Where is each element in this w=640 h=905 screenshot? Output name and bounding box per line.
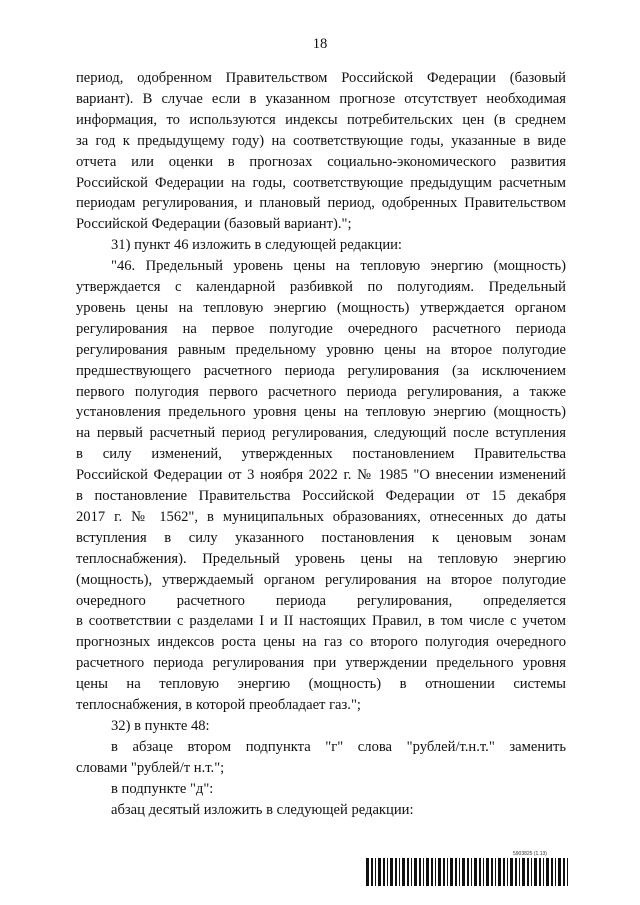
text-line: регулирования равным предельному уровню цены на второе полугодие: [76, 341, 566, 358]
text-line: теплоснабжения). Предельный уровень цены на тепловую энергию: [76, 550, 566, 567]
barcode: [366, 851, 570, 887]
text-line: вариант). В случае если в указанном прогнозе отсутствует необходимая: [76, 90, 566, 107]
text-line: 2017 г. № 1562", в муниципальных образованиях, отнесенных до даты: [76, 508, 566, 525]
barcode-icon: [366, 858, 570, 886]
page-number: 18: [312, 36, 328, 52]
text-line: "46. Предельный уровень цены на тепловую энергию (мощность): [111, 258, 566, 275]
text-line: Российской Федерации на годы, соответствующие предыдущим расчетным: [76, 174, 566, 191]
text-line: прогнозных индексов роста цены на газ со второго полугодия очередного: [76, 634, 566, 651]
text-line: в постановление Правительства Российской Федерации от 15 декабря: [76, 488, 566, 504]
text-line: 31) пункт 46 изложить в следующей редакции:: [111, 237, 402, 254]
text-line: абзац десятый изложить в следующей редакции:: [111, 801, 414, 818]
barcode-caption: 5903825 (1.13): [513, 851, 547, 857]
text-line: отчета или оценки в прогнозах социально-экономического развития: [76, 153, 566, 170]
text-line: теплоснабжения, в которой преобладает газ.";: [76, 697, 361, 713]
text-line: период, одобренном Правительством Российской Федерации (базовый: [76, 70, 566, 86]
text-line: первого полугодия первого расчетного периода регулирования, а также: [76, 383, 566, 400]
text-line: установления предельного уровня цены на тепловую энергию (мощность): [76, 404, 566, 421]
text-line: 32) в пункте 48:: [111, 717, 210, 734]
text-line: информация, то используются индексы потребительских цен (в среднем: [76, 111, 566, 128]
text-line: словами "рублей/т н.т.";: [76, 759, 225, 776]
text-line: Российской Федерации от 3 ноября 2022 г. № 1985 "О внесении изменений: [76, 467, 566, 484]
text-line: расчетного периода регулирования при утверждении предельного уровня: [76, 655, 566, 672]
text-line: в силу изменений, утвержденных постановлением Правительства: [76, 446, 566, 463]
text-line: очередного расчетного периода регулирования, определяется: [76, 592, 566, 609]
text-line: в соответствии с разделами I и II настоящих Правил, в том числе с учетом: [76, 613, 566, 630]
text-line: цены на тепловую энергию (мощность) в отношении системы: [76, 676, 566, 693]
text-line: (мощность), утверждаемый органом регулирования на второе полугодие: [76, 571, 566, 588]
text-line: уровень цены на тепловую энергию (мощность) утверждается органом: [76, 299, 566, 316]
text-line: регулирования на первое полугодие очередного расчетного периода: [76, 320, 566, 337]
text-line: утверждается с календарной разбивкой по полугодиям. Предельный: [76, 279, 566, 295]
text-line: на первый расчетный период регулирования, следующий после вступления: [76, 425, 566, 442]
text-line: Российской Федерации (базовый вариант).";: [76, 216, 352, 233]
text-line: в абзаце втором подпункта "г" слова "рублей/т.н.т." заменить: [111, 738, 566, 755]
text-line: за год к предыдущему году) на соответствующие годы, указанные в виде: [76, 132, 566, 149]
text-line: предшествующего расчетного периода регулирования (за исключением: [76, 362, 566, 379]
text-line: периодам регулирования, и плановый период, одобренных Правительством: [76, 195, 566, 212]
text-line: вступления в силу указанного постановления к ценовым зонам: [76, 529, 566, 546]
text-line: в подпункте "д":: [111, 780, 214, 797]
